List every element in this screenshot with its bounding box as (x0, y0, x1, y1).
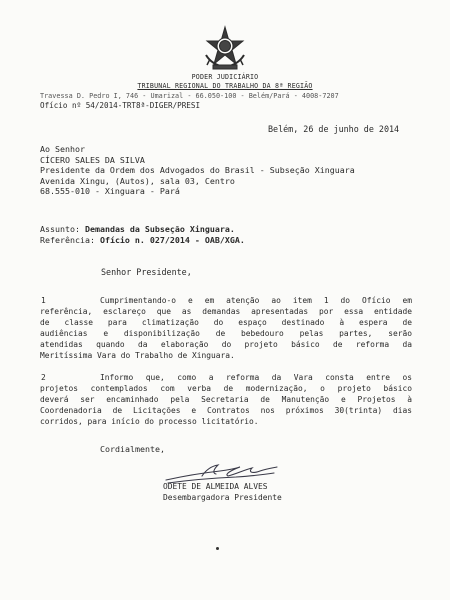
paragraph-line: Meritíssima Vara do Trabalho de Xinguara. (40, 350, 235, 360)
ink-mark (216, 547, 219, 550)
recipient-city: 68.555-010 - Xinguara - Pará (40, 186, 180, 197)
paragraph-line: audiências e disponibilização de bebedouro pelas partes, serão (40, 328, 412, 338)
paragraph-1 (40, 296, 412, 361)
paragraph-line: atendidas quando da elaboração do projeto básico de reforma da (40, 339, 412, 349)
recipient-street: Avenida Xingu, (Autos), sala 03, Centro (40, 175, 235, 186)
signer-title: Desembargadora Presidente (163, 492, 282, 502)
court-name: PODER JUDICIÁRIO (191, 73, 259, 81)
paragraph-line: Coordenadoria de Licitações e Contratos nos próximos 30(trinta) dias (40, 405, 412, 415)
recipient-block (40, 144, 355, 197)
paragraph-line: projetos contemplados com verba de modernização, o projeto básico (40, 383, 412, 393)
recipient-role: Presidente da Ordem dos Advogados do Brasil - Subseção Xinguara (40, 165, 355, 176)
date-line: Belém, 26 de junho de 2014 (268, 124, 400, 134)
recipient-salutation: Ao Senhor (40, 144, 85, 154)
paragraph-line: deverá ser encaminhado pela Secretaria de Manutenção e Projetos à (40, 394, 412, 404)
paragraph-line: corridos, para início do processo licitatório. (40, 416, 259, 426)
office-number: Ofício nº 54/2014-TRT8ª-DIGER/PRESI (40, 101, 201, 110)
greeting: Senhor Presidente, (101, 267, 192, 277)
reference-value: Ofício n. 027/2014 - OAB/XGA. (99, 234, 245, 245)
subject-block (40, 224, 245, 245)
letterhead-address: Travessa D. Pedro I, 746 - Umarizal - 66.050-100 - Belém/Pará - 4008-7207 (40, 92, 339, 100)
recipient-name: CÍCERO SALES DA SILVA (40, 154, 145, 165)
subject-value: Demandas da Subseção Xinguara. (84, 224, 235, 234)
brazil-coat-of-arms-icon (202, 25, 248, 71)
paragraph-number: 2 (41, 373, 46, 382)
paragraph-line: referência, esclareço que as demandas apresentadas por essa entidade (40, 306, 412, 316)
paragraph-line: de classe para climatização do espaço destinado à espera de (40, 317, 412, 327)
paragraph-number: 1 (41, 296, 46, 305)
signer-name: ODETE DE ALMEIDA ALVES (163, 482, 268, 491)
paragraph-2 (40, 373, 412, 428)
paragraph-line: Cumprimentando-o e em atenção ao item 1 do Ofício em (100, 296, 412, 305)
signer-block (163, 482, 282, 504)
subject-label: Assunto: (40, 224, 80, 234)
reference-label: Referência: (40, 234, 95, 245)
paragraph-line: Informo que, como a reforma da Vara consta entre os (100, 373, 412, 382)
closing: Cordialmente, (100, 444, 165, 454)
tribunal-name: TRIBUNAL REGIONAL DO TRABALHO DA 8ª REGIÃO (137, 82, 313, 90)
